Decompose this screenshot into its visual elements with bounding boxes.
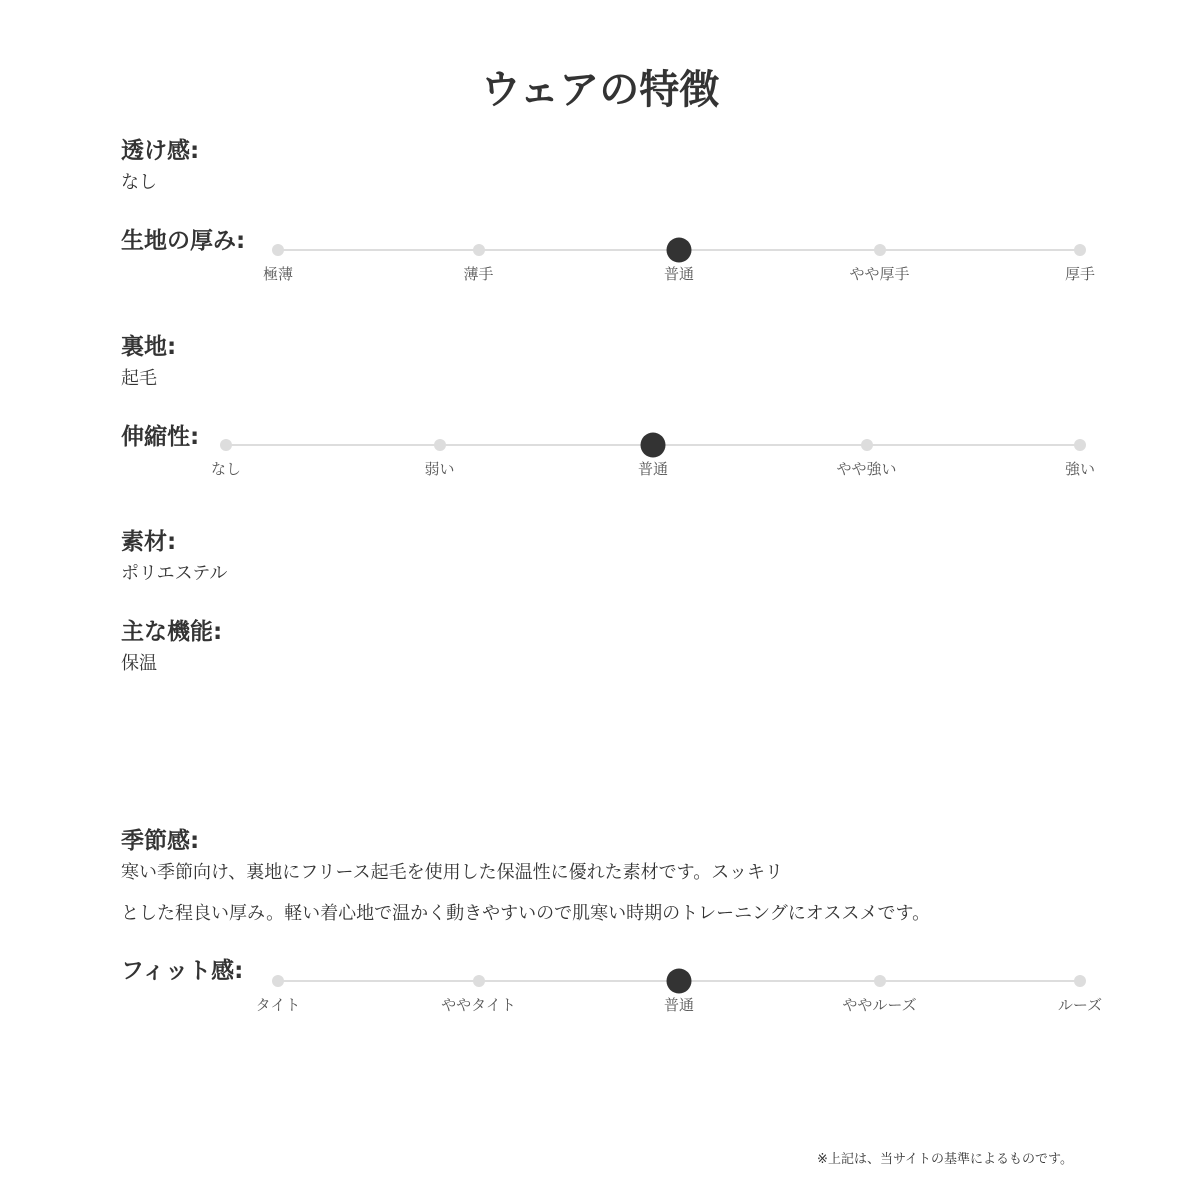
fit-scale-option-label: ルーズ [1057,996,1103,1014]
functions-label: 主な機能: [121,619,223,645]
stretch-scale-option-label: なし [210,460,242,478]
season-label: 季節感: [121,828,200,854]
fit-scale-option-label: ややルーズ [842,996,917,1014]
stretch-scale-option-label: 弱い [424,460,455,478]
thickness-scale [0,241,1200,281]
thickness-scale-dot [272,244,284,256]
thickness-scale-dot [473,244,485,256]
stretch-scale-selected-dot [641,433,666,458]
stretch-scale-option-label: 強い [1064,460,1096,478]
stretch-scale-dot [861,439,873,451]
thickness-scale-option-label: やや厚手 [849,265,910,283]
stretch-scale-option-label: やや強い [836,460,897,478]
thickness-scale-selected-dot [667,238,692,263]
stretch-scale-option-label: 普通 [637,460,669,478]
transparency-value: なし [121,172,157,193]
page-title: ウェアの特徴 [480,67,720,113]
thickness-scale-option-label: 極薄 [262,265,294,283]
thickness-label: 生地の厚み: [121,228,246,254]
fit-scale-dot [1074,975,1086,987]
stretch-label: 伸縮性: [121,424,200,450]
fit-scale-dot [874,975,886,987]
fit-scale-selected-dot [667,969,692,994]
functions-value: 保温 [121,653,157,674]
fit-label: フィット感: [121,958,244,984]
stretch-scale [0,436,1200,476]
material-value: ポリエステル [121,563,228,584]
fit-scale-dot [473,975,485,987]
lining-label: 裏地: [121,334,177,360]
thickness-scale-option-label: 厚手 [1064,265,1096,283]
lining-value: 起毛 [121,368,157,389]
fit-scale-option-label: 普通 [663,996,695,1014]
fit-scale-option-label: タイト [255,996,301,1014]
thickness-scale-option-label: 薄手 [463,265,494,283]
material-label: 素材: [121,529,177,555]
thickness-scale-option-label: 普通 [663,265,695,283]
season-description-line1: 寒い季節向け、裏地にフリース起毛を使用した保温性に優れた素材です。スッキリ [121,862,784,883]
stretch-scale-dot [434,439,446,451]
fit-scale-option-label: ややタイト [441,996,516,1014]
stretch-scale-dot [1074,439,1086,451]
fit-scale [0,972,1200,1012]
transparency-label: 透け感: [121,138,200,164]
season-description-line2: とした程良い厚み。軽い着心地で温かく動きやすいので肌寒い時期のトレーニングにオススメです。 [121,903,931,924]
fit-scale-dot [272,975,284,987]
thickness-scale-dot [1074,244,1086,256]
stretch-scale-dot [220,439,232,451]
thickness-scale-dot [874,244,886,256]
footnote: ※上記は、当サイトの基準によるものです。 [817,1152,1073,1167]
